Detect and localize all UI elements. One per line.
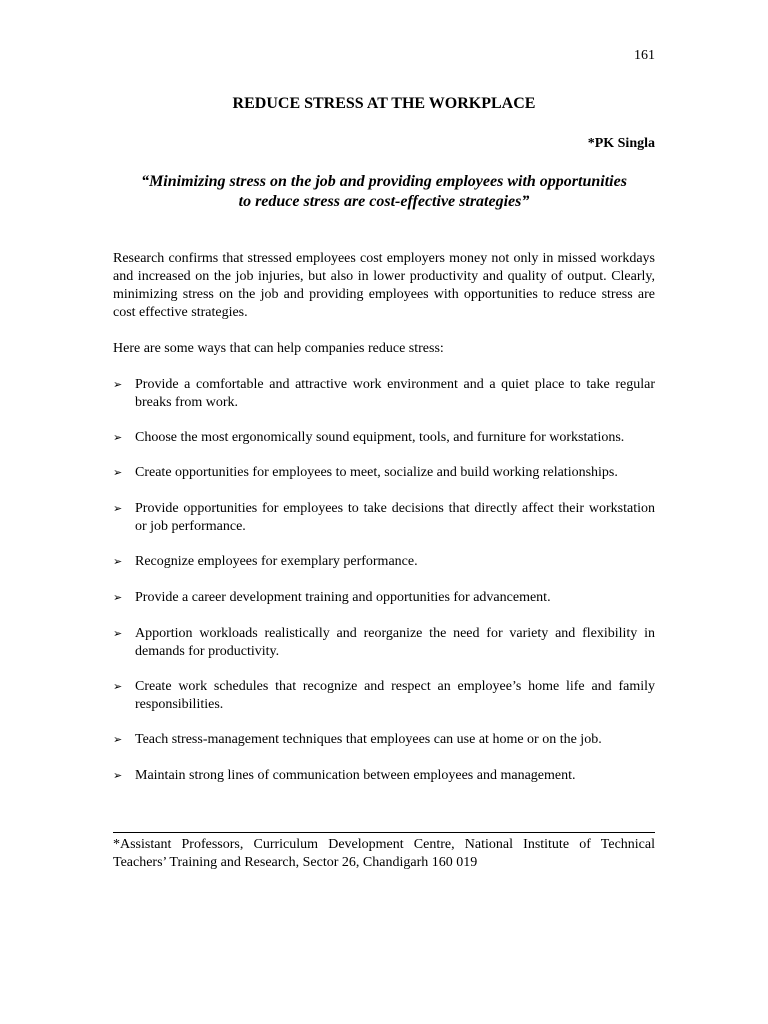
list-item-text: Create opportunities for employees to meet, socialize and build working relationships. — [135, 465, 618, 480]
list-item-text: Teach stress-management techniques that employees can use at home or on the job. — [135, 732, 602, 747]
list-item-text: Choose the most ergonomically sound equipment, tools, and furniture for workstations. — [135, 430, 625, 445]
list-item — [113, 500, 655, 536]
list-item — [113, 553, 655, 571]
arrow-bullet-icon: ➢ — [113, 555, 123, 568]
epigraph-quote — [113, 172, 655, 212]
arrow-bullet-icon: ➢ — [113, 733, 123, 746]
arrow-bullet-icon: ➢ — [113, 431, 123, 444]
quote-line-1: “Minimizing stress on the job and providing employees with opportunities — [141, 173, 627, 190]
list-item — [113, 589, 655, 607]
list-item — [113, 731, 655, 749]
quote-line-2: to reduce stress are cost-effective strategies” — [238, 193, 530, 210]
page-number: 161 — [634, 48, 655, 63]
page-title: REDUCE STRESS AT THE WORKPLACE — [232, 95, 536, 112]
footnote: *Assistant Professors, Curriculum Development Centre, National Institute of Technical Teachers’ Training and Research, Sector 26, Chandigarh 160 019 — [113, 837, 655, 870]
arrow-bullet-icon: ➢ — [113, 502, 123, 515]
list-item — [113, 767, 655, 785]
arrow-bullet-icon: ➢ — [113, 591, 123, 604]
list-item — [113, 464, 655, 482]
arrow-bullet-icon: ➢ — [113, 466, 123, 479]
list-item — [113, 625, 655, 661]
list-item — [113, 429, 655, 447]
list-item — [113, 376, 655, 412]
author-byline: *PK Singla — [587, 136, 655, 151]
arrow-bullet-icon: ➢ — [113, 680, 123, 693]
footnote-divider — [113, 832, 655, 833]
arrow-bullet-icon: ➢ — [113, 378, 123, 391]
arrow-bullet-icon: ➢ — [113, 627, 123, 640]
list-item-text: Maintain strong lines of communication between employees and management. — [135, 768, 576, 783]
list-item-text: Provide a comfortable and attractive work environment and a quiet place to take regular breaks from work. — [135, 377, 655, 410]
arrow-bullet-icon: ➢ — [113, 769, 123, 782]
list-item-text: Apportion workloads realistically and reorganize the need for variety and flexibility in demands for productivity. — [135, 626, 655, 659]
intro-paragraph: Research confirms that stressed employees cost employers money not only in missed workdays and increased on the job injuries, but also in lower productivity and quality of output. Clearly, minimizing stress on the job and providing employees with opportunities to reduce stress are cost effective strategies. — [113, 251, 655, 320]
list-item-text: Provide opportunities for employees to take decisions that directly affect their workstation or job performance. — [135, 501, 655, 534]
list-item-text: Create work schedules that recognize and respect an employee’s home life and family responsibilities. — [135, 679, 655, 712]
list-item-text: Recognize employees for exemplary performance. — [135, 554, 418, 569]
stress-tips-list — [113, 376, 655, 803]
list-item-text: Provide a career development training and opportunities for advancement. — [135, 590, 551, 605]
list-lead-in: Here are some ways that can help companies reduce stress: — [113, 341, 444, 356]
list-item — [113, 678, 655, 714]
